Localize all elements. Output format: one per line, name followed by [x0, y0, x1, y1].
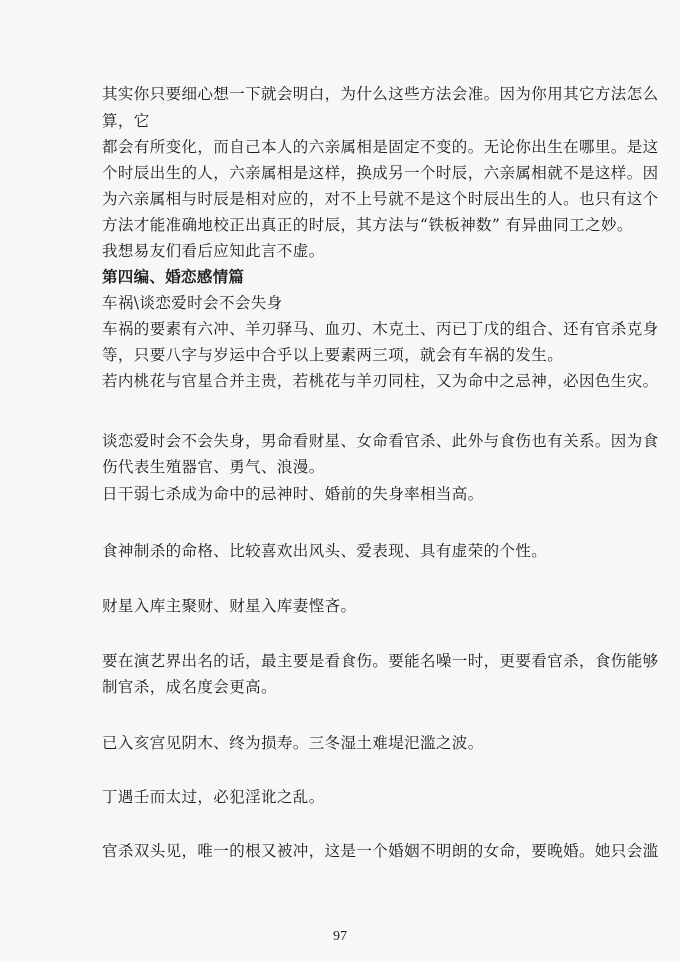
text-line: 车祸的要素有六冲、羊刃驿马、血刃、木克土、丙已丁戊的组合、还有官杀克身 [102, 320, 659, 338]
text-line: 要在演艺界出名的话，最主要是看食伤。要能名噪一时，更要看官杀，食伤能够 [102, 652, 659, 670]
text-line: 伤代表生殖器官、勇气、浪漫。 [102, 458, 325, 476]
text-line: 谈恋爱时会不会失身，男命看财星、女命看官杀、此外与食伤也有关系。因为食 [102, 432, 659, 450]
text-line: 都会有所变化，而自己本人的六亲属相是固定不变的。无论你出生在哪里。是这 [102, 138, 659, 156]
page-number: 97 [333, 929, 347, 944]
text-line: 等，只要八字与岁运中合乎以上要素两三项，就会有车祸的发生。 [102, 346, 564, 364]
text-line: 方法才能准确地校正出真正的时辰，其方法与“铁板神数” 有异曲同工之妙。 [102, 216, 633, 234]
text-line: 财星入库主聚财、财星入库妻悭吝。 [102, 597, 357, 615]
section-heading: 第四编、婚恋感情篇 [102, 267, 245, 286]
text-line: 为六亲属相与时辰是相对应的，对不上号就不是这个时辰出生的人。也只有这个 [102, 190, 659, 208]
text-line: 丁遇壬而太过，必犯淫讹之乱。 [102, 788, 325, 806]
subsection-heading: 车祸\谈恋爱时会不会失身 [102, 294, 283, 312]
text-line: 算，它 [102, 112, 150, 130]
text-line: 其实你只要细心想一下就会明白，为什么这些方法会准。因为你用其它方法怎么 [102, 85, 659, 103]
text-line: 已入亥宫见阴木、终为损寿。三冬湿土难堤汜滥之波。 [102, 734, 484, 752]
text-line: 官杀双头见，唯一的根又被冲，这是一个婚姻不明朗的女命，要晚婚。她只会滥 [102, 842, 659, 860]
text-line: 食神制杀的命格、比较喜欢出风头、爱表现、具有虚荣的个性。 [102, 542, 548, 560]
text-line: 制官杀，成名度会更高。 [102, 678, 277, 696]
text-line: 个时辰出生的人，六亲属相是这样，换成另一个时辰，六亲属相就不是这样。因 [102, 164, 659, 182]
text-line: 日干弱七杀成为命中的忌神时、婚前的失身率相当高。 [102, 485, 484, 503]
text-line: 若内桃花与官星合并主贵，若桃花与羊刃同柱，又为命中之忌神，必因色生灾。 [102, 372, 659, 390]
text-line: 我想易友们看后应知此言不虚。 [102, 242, 325, 260]
